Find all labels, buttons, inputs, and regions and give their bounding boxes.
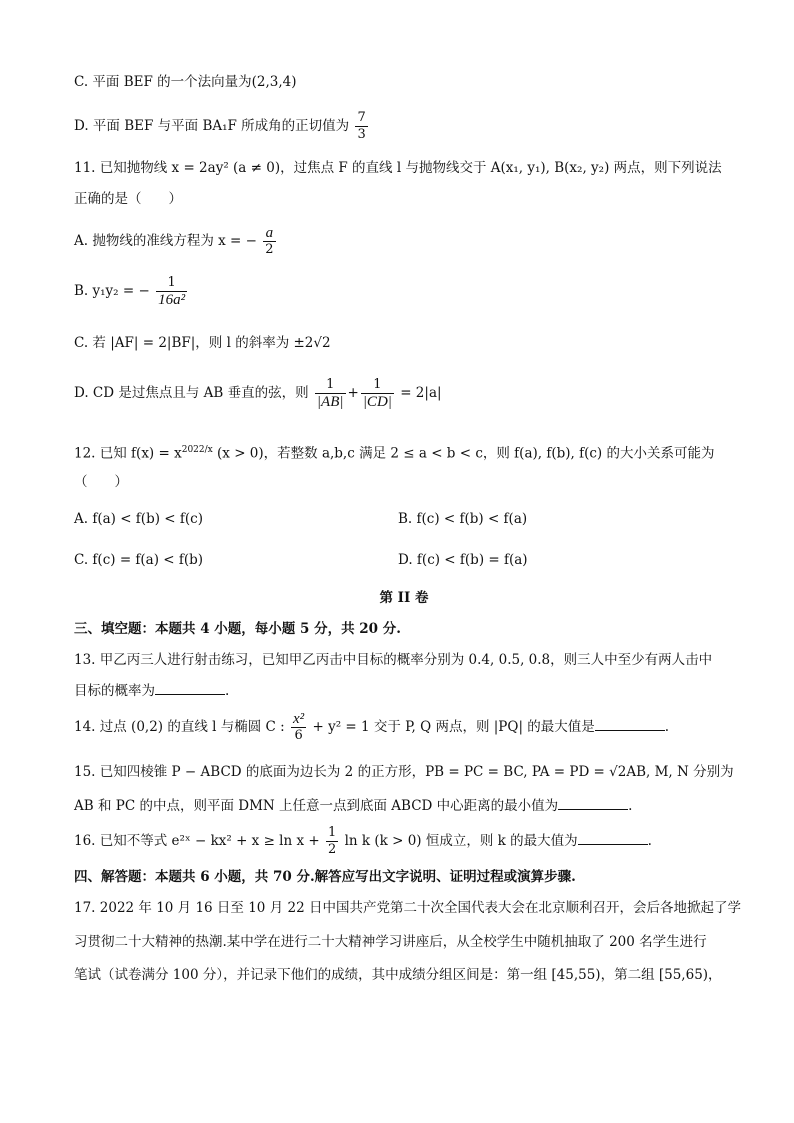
q14-line: 14. 过点 (0,2) 的直线 l 与椭圆 C : $\frac{\text{x²}}{6}$ + y² = 1 交于 P, Q 两点，则 |PQ| 的最大值是 . (74, 711, 670, 743)
q16-answer-blank[interactable] (578, 830, 648, 845)
q14-answer-blank[interactable] (595, 716, 665, 731)
q17-line2: 习贯彻二十大精神的热潮.某中学在进行二十大精神学习讲座后，从全校学生中随机抽取了 200 名学生进行 (74, 934, 707, 950)
q10-d-fraction: $\frac{7}{3}$ (357, 110, 366, 142)
q11-d-fraction-1: $\frac{1}{|AB|}$ (316, 377, 344, 410)
q10-option-c: C. 平面 BEF 的一个法向量为(2,3,4) (74, 74, 297, 90)
q13-answer-blank[interactable] (155, 680, 225, 695)
q11-stem-line1: 11. 已知抛物线 x = 2ay² (a ≠ 0)，过焦点 F 的直线 l 与抛物线交于 A(x₁, y₁), B(x₂, y₂) 两点，则下列说法 (74, 160, 722, 176)
q11-option-d: D. CD 是过焦点且与 AB 垂直的弦，则 $\frac{1}{|AB|}$ + $\frac{1}{|CD|}$ = 2|a| (74, 377, 442, 410)
q15-line2: AB 和 PC 的中点，则平面 DMN 上任意一点到底面 ABCD 中心距离的最小值为 . (74, 795, 734, 816)
q12-option-c: C. f(c) = f(a) < f(b) (74, 552, 204, 568)
q14-fraction: $\frac{\text{x²}}{6}$ (293, 711, 305, 743)
q12-stem-line1: 12. 已知 $f(x) = x^{2022/x}$ (x > 0)，若整数 a,b,c 满足 2 ≤ a < b < c，则 f(a), f(b), f(c) 的大小关系可能为 (74, 445, 715, 462)
q12-option-a: A. f(a) < f(b) < f(c) (74, 511, 203, 527)
answer-heading: 四、解答题：本题共 6 小题，共 70 分.解答应写出文字说明、证明过程或演算步骤. (74, 869, 576, 885)
q11-d-fraction-2: $\frac{1}{|CD|}$ (362, 377, 392, 410)
q13-line1: 13. 甲乙丙三人进行射击练习，已知甲乙丙击中目标的概率分别为 0.4, 0.5, 0.8，则三人中至少有两人击中 (74, 652, 713, 668)
q11-a-fraction: $\frac{a}{2}$ (265, 225, 274, 257)
q15-line1: 15. 已知四棱锥 P − ABCD 的底面为边长为 2 的正方形，PB = PC = BC, PA = PD = √2AB, M, N 分别为 (74, 764, 734, 780)
q12-stem-line2: （ ） (74, 474, 128, 490)
fill-in-heading: 三、填空题：本题共 4 小题，每小题 5 分，共 20 分. (74, 621, 401, 637)
q11-option-b: B. y₁y₂ = − $\frac{1}{\text{16a²}}$ (74, 275, 186, 308)
q17-line1: 17. 2022 年 10 月 16 日至 10 月 22 日中国共产党第二十次全国代表大会在北京顺利召开，会后各地掀起了学 (74, 900, 741, 916)
q11-option-a: A. 抛物线的准线方程为 x = − $\frac{a}{2}$ (74, 225, 274, 257)
q12-options-row2 (74, 550, 734, 570)
q11-stem-line2: 正确的是（ ） (74, 191, 182, 207)
q11-b-fraction: $\frac{1}{\text{16a²}}$ (158, 275, 186, 308)
q13-line2: 目标的概率为 . (74, 680, 734, 701)
q10-option-d: D. 平面 BEF 与平面 BA₁F 所成角的正切值为 $\frac{7}{3}$ (74, 110, 366, 142)
q17-line3: 笔试（试卷满分 100 分），并记录下他们的成绩，其中成绩分组区间是：第一组 [45,55)，第二组 [55,65)， (74, 967, 722, 983)
q16-line: 16. 已知不等式 e²ˣ − kx² + x ≥ ln x + $\frac{1}{2}$ ln k (k > 0) 恒成立，则 k 的最大值为 . (74, 825, 652, 857)
q15-answer-blank[interactable] (558, 795, 628, 810)
q12-option-d: D. f(c) < f(b) = f(a) (398, 552, 528, 568)
q11-option-c: C. 若 |AF| = 2|BF|，则 l 的斜率为 ±2√2 (74, 335, 331, 351)
q12-options-row1 (74, 509, 734, 529)
section-title: 第 II 卷 (379, 590, 429, 606)
q12-option-b: B. f(c) < f(b) < f(a) (398, 511, 528, 527)
q16-fraction: $\frac{1}{2}$ (328, 825, 337, 857)
